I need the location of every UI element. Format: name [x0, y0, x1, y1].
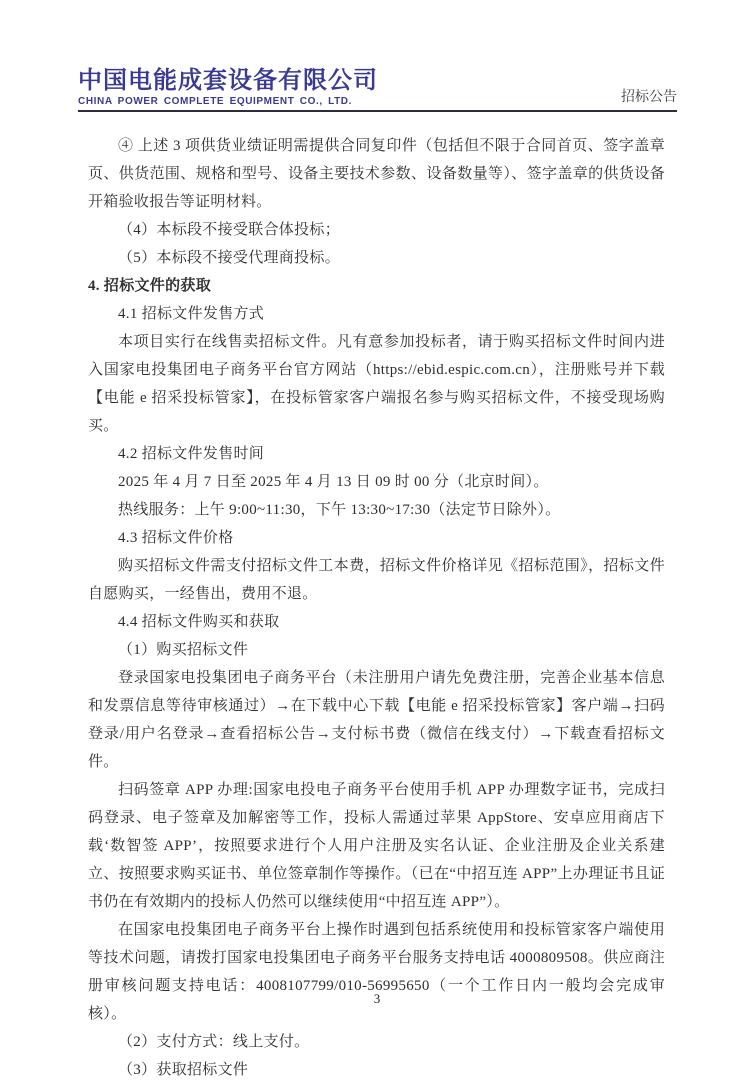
heading-section-4: 4. 招标文件的获取: [88, 278, 212, 294]
para-no-agents: （5）本标段不接受代理商投标。: [118, 250, 341, 266]
para-4-4-app-signing: 扫码签章 APP 办理:国家电投电子商务平台使用手机 APP 办理数字证书，完成扫码登录、电子签章及加解密等工作，投标人需通过苹果 AppStore、安卓应用商店下载‘数智签 APP’，按照要求进行个人用户注册及实名认证、企业注册及企业关系建立、按照要求购买证书、单位签章制作等操作。（已在“中招互连 APP”上办理证书且证书仍在有效期内的投标人仍然可以继续使用“中招互连 APP”）。: [88, 782, 665, 910]
company-logo: [78, 68, 378, 107]
page-number: 3: [373, 991, 381, 1006]
heading-4-4-item2: （2）支付方式：线上支付。: [118, 1034, 310, 1050]
page-header: [78, 68, 677, 112]
page-footer: [0, 991, 754, 1007]
para-4-3-body: 购买招标文件需支付招标文件工本费，招标文件价格详见《招标范围》，招标文件自愿购买，一经售出，费用不退。: [88, 558, 665, 602]
heading-4-4-item3: （3）获取招标文件: [118, 1062, 249, 1078]
heading-4-2: 4.2 招标文件发售时间: [118, 446, 265, 462]
heading-4-4-item1: （1）购买招标文件: [118, 642, 249, 658]
para-4-4-support: 在国家电投集团电子商务平台上操作时遇到包括系统使用和投标管家客户端使用等技术问题，请拨打国家电投集团电子商务平台服务支持电话 4000809508。供应商注册审核问题支持电话：4008107799/010-56995650（一个工作日内一般均会完成审核）。: [88, 922, 665, 1022]
heading-4-1: 4.1 招标文件发售方式: [118, 306, 265, 322]
para-no-consortium: （4）本标段不接受联合体投标；: [118, 222, 341, 238]
heading-4-3: 4.3 招标文件价格: [118, 530, 234, 546]
para-4-2-hotline: 热线服务：上午 9:00~11:30，下午 13:30~17:30（法定节日除外）。: [118, 502, 561, 518]
para-4-4-login-flow: 登录国家电投集团电子商务平台（未注册用户请先免费注册，完善企业基本信息和发票信息等待审核通过）→在下载中心下载【电能 e 招采投标管家】客户端→扫码登录/用户名登录→查看招标公告→支付标书费（微信在线支付）→下载查看招标文件。: [88, 670, 665, 770]
para-4-1-body: 本项目实行在线售卖招标文件。凡有意参加投标者，请于购买招标文件时间内进入国家电投集团电子商务平台官方网站（https://ebid.espic.com.cn），注册账号并下载【电能 e 招采投标管家】，在投标管家客户端报名参与购买招标文件，不接受现场购买。: [88, 334, 665, 434]
doc-type-label: 招标公告: [621, 90, 677, 105]
company-name-cn: 中国电能成套设备有限公司: [78, 67, 378, 94]
para-4-2-dates: 2025 年 4 月 7 日至 2025 年 4 月 13 日 09 时 00 分（北京时间）。: [118, 474, 549, 490]
company-name-en: CHINA POWER COMPLETE EQUIPMENT CO., LTD.: [78, 96, 352, 107]
heading-4-4: 4.4 招标文件购买和获取: [118, 614, 280, 630]
document-body: [88, 132, 665, 1084]
para-contract-copies: ④ 上述 3 项供货业绩证明需提供合同复印件（包括但不限于合同首页、签字盖章页、供货范围、规格和型号、设备主要技术参数、设备数量等）、签字盖章的供货设备开箱验收报告等证明材料。: [88, 138, 665, 210]
